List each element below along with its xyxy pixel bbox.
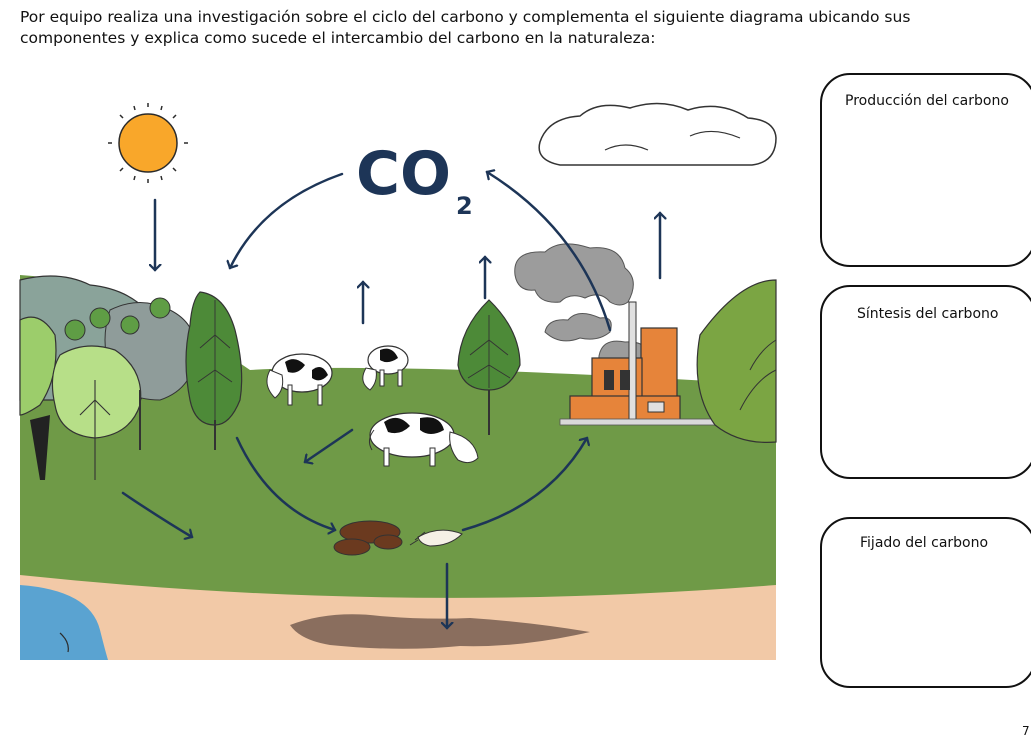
sun-icon	[108, 103, 188, 183]
arrow-co2-to-plants	[230, 174, 342, 268]
cloud-icon	[539, 103, 776, 165]
carbon-cycle-diagram	[0, 70, 800, 670]
box-title: Fijado del carbono	[860, 535, 989, 551]
page-number: 7	[1022, 724, 1030, 738]
co2-label: CO	[356, 139, 452, 209]
box-title: Producción del carbono	[845, 93, 1009, 109]
box-title: Síntesis del carbono	[857, 306, 999, 322]
answer-box-fijado[interactable]	[820, 517, 1031, 688]
co2-subscript: 2	[456, 192, 473, 220]
answer-box-produccion[interactable]	[820, 73, 1031, 267]
answer-box-sintesis[interactable]	[820, 285, 1031, 479]
instructions-text: Por equipo realiza una investigación sobre el ciclo del carbono y complementa el siguiente diagrama ubicando sus componentes y explica como sucede el intercambio del carbono en la naturaleza:	[20, 8, 911, 47]
